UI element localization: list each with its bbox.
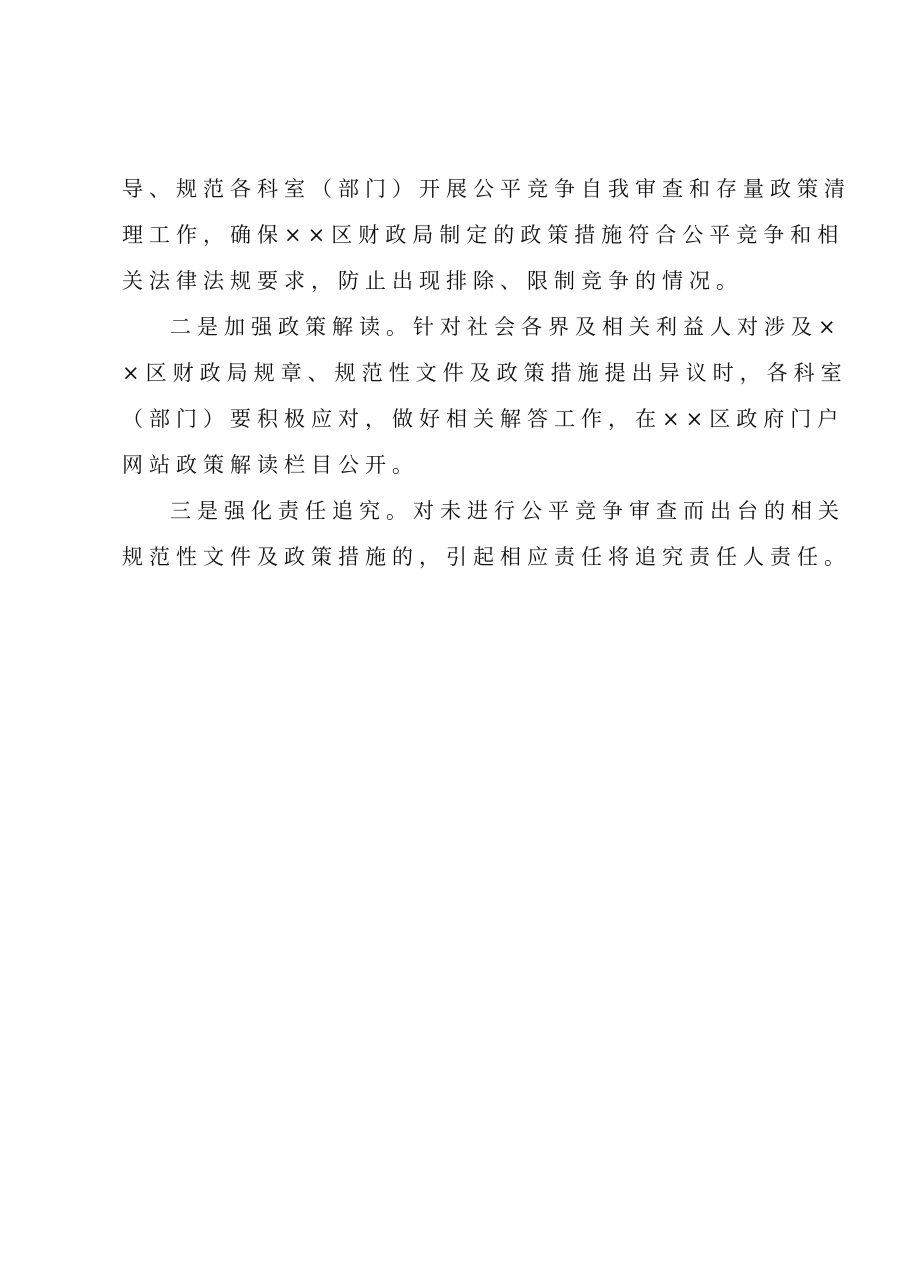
paragraph-line: 导、规范各科室（部门）开展公平竞争自我审查和存量政策清 <box>122 177 851 201</box>
paragraph-line: ×区财政局规章、规范性文件及政策措施提出异议时，各科室 <box>122 361 848 385</box>
document-body <box>122 166 851 580</box>
paragraph-line: 理工作，确保××区财政局制定的政策措施符合公平竞争和相 <box>122 223 845 247</box>
paragraph-2 <box>122 304 848 488</box>
paragraph-1 <box>122 166 851 304</box>
paragraph-line: 规范性文件及政策措施的，引起相应责任将追究责任人责任。 <box>122 545 851 569</box>
paragraph-line: 网站政策解读栏目公开。 <box>122 453 419 477</box>
paragraph-line: 二是加强政策解读。针对社会各界及相关利益人对涉及× <box>170 315 842 339</box>
paragraph-line: 关法律法规要求，防止出现排除、限制竞争的情况。 <box>122 269 743 293</box>
paragraph-line: （部门）要积极应对，做好相关解答工作，在××区政府门户 <box>122 407 845 431</box>
paragraph-3 <box>122 488 851 580</box>
paragraph-line: 三是强化责任追究。对未进行公平竞争审查而出台的相关 <box>170 499 845 523</box>
